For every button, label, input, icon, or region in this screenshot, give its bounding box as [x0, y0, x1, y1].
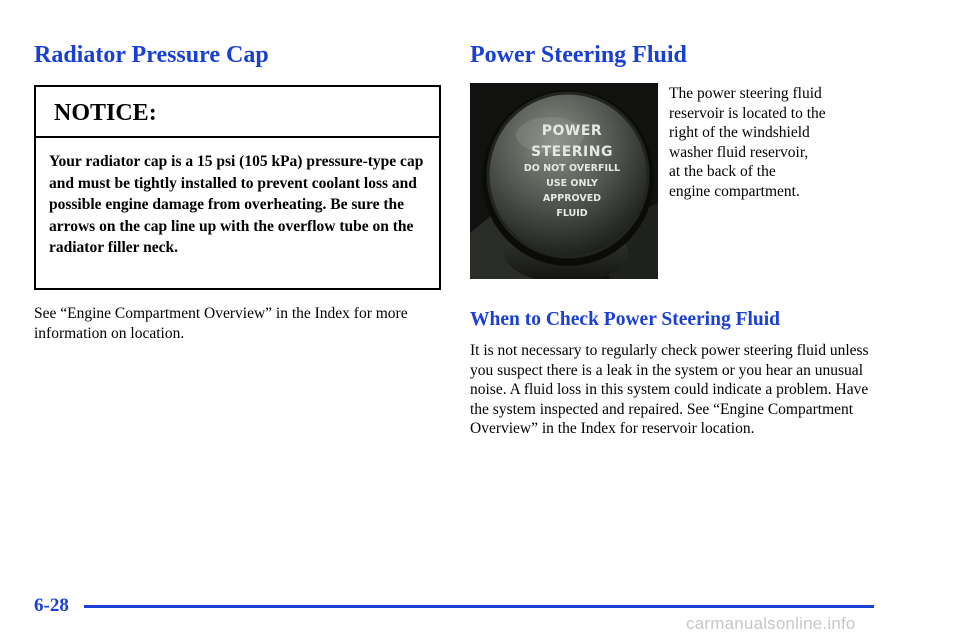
- engine-compartment-reference-text: See “Engine Compartment Overview” in the Index for more information on location.: [34, 305, 408, 342]
- cap-line-5: APPROVED: [542, 193, 602, 204]
- reservoir-location-text: The power steering fluid reservoir is located to the right of the windshield washer fluid reservoir, at the back of the engine compartment.: [669, 85, 826, 200]
- notice-body: Your radiator cap is a 15 psi (105 kPa) pressure-type cap and must be tightly installed to prevent coolant loss and possible engine damage from overheating. Be sure the arrows on the cap line up with the overflow tube on the radiator filler neck.: [49, 153, 424, 256]
- page-number: 6-28: [34, 595, 69, 616]
- watermark: carmanualsonline.info: [686, 614, 856, 633]
- cap-line-1: POWER: [541, 123, 603, 139]
- section-title-radiator-pressure-cap: Radiator Pressure Cap: [34, 42, 269, 68]
- power-steering-cap-photo: [470, 83, 658, 279]
- cap-line-3: DO NOT OVERFILL: [523, 163, 621, 174]
- cap-line-6: FLUID: [556, 208, 588, 219]
- cap-line-4: USE ONLY: [546, 178, 598, 189]
- when-to-check-text: It is not necessary to regularly check power steering fluid unless you suspect there is a leak in the system or you hear an unusual noise. A fluid loss in this system could indicate a problem. Have the system inspected and repaired. See “Engine Compartment Overview” in the Index for reservoir location.: [470, 342, 869, 437]
- subheading-when-to-check: When to Check Power Steering Fluid: [470, 309, 781, 330]
- cap-line-2: STEERING: [531, 144, 613, 160]
- section-title-power-steering-fluid: Power Steering Fluid: [470, 42, 687, 68]
- notice-heading: NOTICE:: [36, 87, 439, 138]
- notice-box: [34, 85, 441, 290]
- footer-divider: [84, 605, 874, 608]
